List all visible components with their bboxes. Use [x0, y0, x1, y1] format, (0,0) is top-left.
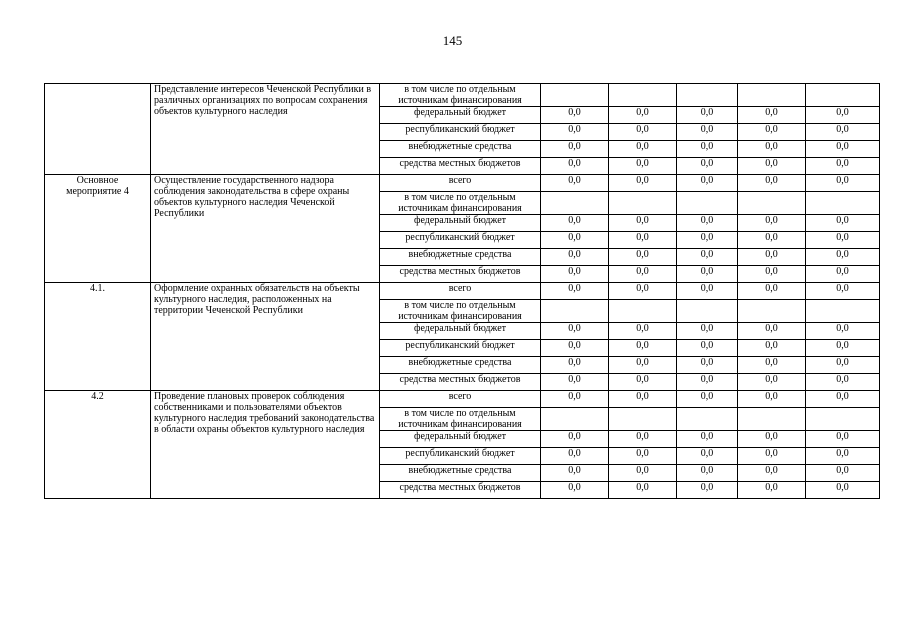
funding-source-cell: внебюджетные средства — [380, 465, 541, 482]
value-cell: 0,0 — [738, 431, 806, 448]
funding-source-cell: федеральный бюджет — [380, 323, 541, 340]
value-cell: 0,0 — [609, 232, 677, 249]
funding-source-cell: всего — [380, 175, 541, 192]
funding-source-cell: в том числе по отдельным источникам финансирования — [380, 408, 541, 431]
value-cell: 0,0 — [677, 215, 738, 232]
value-cell: 0,0 — [738, 465, 806, 482]
funding-source-cell: в том числе по отдельным источникам финансирования — [380, 192, 541, 215]
value-cell — [806, 408, 880, 431]
value-cell: 0,0 — [609, 431, 677, 448]
page-number: 145 — [442, 33, 463, 48]
value-cell: 0,0 — [738, 357, 806, 374]
value-cell: 0,0 — [738, 283, 806, 300]
value-cell: 0,0 — [541, 391, 609, 408]
activity-name-cell: Осуществление государственного надзора соблюдения законодательства в сфере охраны объектов культурного наследия Чеченской Республики — [151, 175, 380, 283]
value-cell: 0,0 — [677, 266, 738, 283]
value-cell: 0,0 — [541, 374, 609, 391]
value-cell: 0,0 — [806, 431, 880, 448]
value-cell: 0,0 — [541, 232, 609, 249]
funding-source-cell: внебюджетные средства — [380, 141, 541, 158]
value-cell: 0,0 — [609, 357, 677, 374]
value-cell: 0,0 — [541, 141, 609, 158]
funding-source-cell: федеральный бюджет — [380, 107, 541, 124]
value-cell: 0,0 — [609, 175, 677, 192]
value-cell: 0,0 — [806, 249, 880, 266]
value-cell: 0,0 — [541, 107, 609, 124]
funding-table — [44, 83, 880, 499]
activity-code-cell — [45, 84, 151, 175]
value-cell: 0,0 — [806, 107, 880, 124]
value-cell: 0,0 — [541, 323, 609, 340]
table-row — [45, 391, 880, 408]
value-cell: 0,0 — [609, 323, 677, 340]
value-cell: 0,0 — [609, 340, 677, 357]
funding-source-cell: средства местных бюджетов — [380, 374, 541, 391]
value-cell — [541, 408, 609, 431]
value-cell: 0,0 — [609, 448, 677, 465]
value-cell: 0,0 — [677, 357, 738, 374]
funding-source-cell: всего — [380, 391, 541, 408]
funding-source-cell: средства местных бюджетов — [380, 266, 541, 283]
value-cell: 0,0 — [541, 482, 609, 499]
funding-source-cell: республиканский бюджет — [380, 232, 541, 249]
value-cell: 0,0 — [806, 340, 880, 357]
value-cell: 0,0 — [738, 232, 806, 249]
funding-source-cell: федеральный бюджет — [380, 215, 541, 232]
value-cell: 0,0 — [609, 158, 677, 175]
funding-source-cell: республиканский бюджет — [380, 340, 541, 357]
value-cell — [677, 84, 738, 107]
value-cell: 0,0 — [806, 158, 880, 175]
value-cell: 0,0 — [738, 391, 806, 408]
value-cell: 0,0 — [677, 448, 738, 465]
activity-name-cell: Представление интересов Чеченской Республики в различных организациях по вопросам сохранения объектов культурного наследия — [151, 84, 380, 175]
value-cell: 0,0 — [738, 107, 806, 124]
value-cell: 0,0 — [609, 283, 677, 300]
value-cell: 0,0 — [738, 158, 806, 175]
value-cell: 0,0 — [541, 431, 609, 448]
value-cell: 0,0 — [806, 124, 880, 141]
value-cell — [738, 300, 806, 323]
value-cell: 0,0 — [677, 323, 738, 340]
value-cell: 0,0 — [806, 283, 880, 300]
value-cell: 0,0 — [677, 158, 738, 175]
value-cell: 0,0 — [738, 175, 806, 192]
funding-source-cell: всего — [380, 283, 541, 300]
funding-source-cell: в том числе по отдельным источникам финансирования — [380, 300, 541, 323]
value-cell: 0,0 — [806, 482, 880, 499]
activity-name-cell: Оформление охранных обязательств на объекты культурного наследия, расположенных на территории Чеченской Республики — [151, 283, 380, 391]
value-cell: 0,0 — [806, 141, 880, 158]
funding-source-cell: республиканский бюджет — [380, 448, 541, 465]
value-cell: 0,0 — [738, 374, 806, 391]
value-cell: 0,0 — [609, 249, 677, 266]
funding-source-cell: федеральный бюджет — [380, 431, 541, 448]
value-cell: 0,0 — [609, 215, 677, 232]
value-cell — [541, 192, 609, 215]
value-cell — [806, 84, 880, 107]
value-cell: 0,0 — [541, 357, 609, 374]
value-cell: 0,0 — [677, 107, 738, 124]
value-cell: 0,0 — [677, 391, 738, 408]
value-cell: 0,0 — [738, 482, 806, 499]
value-cell: 0,0 — [806, 357, 880, 374]
value-cell: 0,0 — [541, 448, 609, 465]
value-cell: 0,0 — [806, 266, 880, 283]
value-cell: 0,0 — [677, 283, 738, 300]
value-cell: 0,0 — [609, 482, 677, 499]
value-cell: 0,0 — [806, 215, 880, 232]
value-cell — [738, 84, 806, 107]
value-cell: 0,0 — [806, 232, 880, 249]
value-cell — [609, 408, 677, 431]
funding-source-cell: внебюджетные средства — [380, 249, 541, 266]
table-row — [45, 84, 880, 107]
value-cell — [806, 192, 880, 215]
funding-source-cell: в том числе по отдельным источникам финансирования — [380, 84, 541, 107]
value-cell — [806, 300, 880, 323]
value-cell: 0,0 — [738, 340, 806, 357]
funding-source-cell: республиканский бюджет — [380, 124, 541, 141]
value-cell — [677, 408, 738, 431]
activity-code-cell: 4.1. — [45, 283, 151, 391]
value-cell: 0,0 — [609, 374, 677, 391]
value-cell — [609, 192, 677, 215]
value-cell: 0,0 — [677, 374, 738, 391]
value-cell: 0,0 — [806, 175, 880, 192]
activity-name-cell: Проведение плановых проверок соблюдения собственниками и пользователями объектов культурного наследия требований законодательства в области охраны объектов культурного наследия — [151, 391, 380, 499]
value-cell: 0,0 — [677, 124, 738, 141]
value-cell: 0,0 — [677, 465, 738, 482]
funding-source-cell: внебюджетные средства — [380, 357, 541, 374]
value-cell — [677, 192, 738, 215]
table-row — [45, 283, 880, 300]
value-cell: 0,0 — [738, 323, 806, 340]
value-cell — [609, 300, 677, 323]
value-cell: 0,0 — [738, 215, 806, 232]
value-cell: 0,0 — [806, 323, 880, 340]
value-cell: 0,0 — [541, 158, 609, 175]
value-cell: 0,0 — [609, 391, 677, 408]
value-cell: 0,0 — [609, 141, 677, 158]
value-cell: 0,0 — [677, 141, 738, 158]
value-cell: 0,0 — [677, 340, 738, 357]
value-cell: 0,0 — [677, 175, 738, 192]
value-cell: 0,0 — [609, 124, 677, 141]
funding-source-cell: средства местных бюджетов — [380, 158, 541, 175]
value-cell — [609, 84, 677, 107]
value-cell: 0,0 — [541, 249, 609, 266]
value-cell: 0,0 — [738, 141, 806, 158]
value-cell: 0,0 — [677, 431, 738, 448]
value-cell — [738, 408, 806, 431]
value-cell: 0,0 — [541, 340, 609, 357]
value-cell: 0,0 — [677, 249, 738, 266]
value-cell: 0,0 — [541, 465, 609, 482]
value-cell: 0,0 — [541, 283, 609, 300]
table-body — [45, 84, 880, 499]
value-cell: 0,0 — [738, 266, 806, 283]
value-cell: 0,0 — [738, 448, 806, 465]
table-row — [45, 175, 880, 192]
value-cell: 0,0 — [541, 124, 609, 141]
value-cell: 0,0 — [677, 232, 738, 249]
value-cell — [541, 84, 609, 107]
value-cell: 0,0 — [609, 107, 677, 124]
value-cell: 0,0 — [609, 465, 677, 482]
value-cell — [677, 300, 738, 323]
value-cell: 0,0 — [541, 175, 609, 192]
value-cell: 0,0 — [541, 215, 609, 232]
activity-code-cell: 4.2 — [45, 391, 151, 499]
funding-source-cell: средства местных бюджетов — [380, 482, 541, 499]
value-cell: 0,0 — [609, 266, 677, 283]
value-cell: 0,0 — [806, 391, 880, 408]
value-cell: 0,0 — [806, 374, 880, 391]
value-cell: 0,0 — [806, 465, 880, 482]
value-cell: 0,0 — [738, 249, 806, 266]
value-cell: 0,0 — [806, 448, 880, 465]
value-cell: 0,0 — [738, 124, 806, 141]
value-cell: 0,0 — [541, 266, 609, 283]
value-cell — [738, 192, 806, 215]
activity-code-cell: Основное мероприятие 4 — [45, 175, 151, 283]
value-cell: 0,0 — [677, 482, 738, 499]
value-cell — [541, 300, 609, 323]
